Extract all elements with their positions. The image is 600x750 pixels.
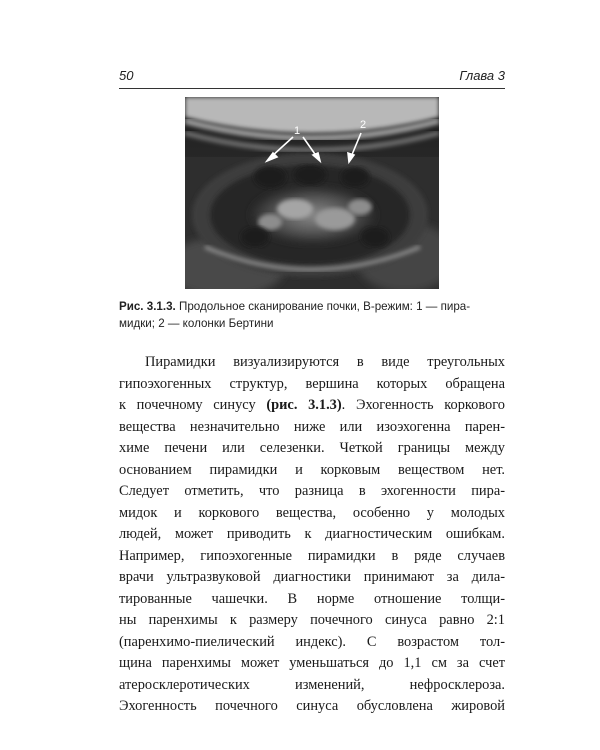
figure-caption	[119, 298, 505, 332]
body-line: Пирамидки визуализируются в виде треугольных	[145, 354, 505, 370]
ultrasound-figure	[185, 97, 439, 289]
body-line: атеросклеротических изменений, нефросклероза.	[119, 676, 505, 693]
body-line-part: . Эхогенность коркового	[341, 397, 505, 413]
body-line: мидок и коркового вещества, особенно у молодых	[119, 504, 505, 521]
body-line: щина паренхимы может уменьшаться до 1,1 см за счет	[119, 655, 505, 671]
caption-label: Рис. 3.1.3.	[119, 300, 176, 313]
arrow-label-1: 1	[294, 125, 301, 137]
caption-text-line2: мидки; 2 — колонки Бертини	[119, 317, 274, 330]
page-number: 50	[119, 68, 134, 83]
body-line: людей, может приводить к диагностическим ошибкам.	[119, 526, 505, 542]
body-line: (паренхимо-пиелический индекс). С возрастом тол-	[119, 633, 505, 650]
chapter-title: Глава 3	[459, 68, 505, 83]
body-line: вещества незначительно ниже или изоэхогенна парен-	[119, 418, 505, 435]
body-paragraph	[119, 352, 505, 718]
figure-reference: (рис. 3.1.3)	[266, 397, 342, 413]
body-line: основанием пирамидки и корковым веществом нет.	[119, 461, 505, 478]
body-line: врачи ультразвуковой диагностики принимают за дила-	[119, 569, 505, 585]
body-line: химе печени или селезенки. Четкой границы между	[119, 440, 505, 456]
body-line-part: к почечному синусу	[119, 397, 267, 413]
ultrasound-image	[185, 97, 439, 289]
page-header	[119, 68, 505, 90]
caption-text-line1: Продольное сканирование почки, В-режим: 1 — пира-	[175, 300, 471, 313]
body-line: Эхогенность почечного синуса обусловлена жировой	[119, 698, 505, 714]
arrow-label-2: 2	[360, 119, 367, 131]
body-line: ны паренхимы к размеру почечного синуса равно 2:1	[119, 612, 505, 628]
body-line: Например, гипоэхогенные пирамидки в ряде случаев	[119, 547, 505, 564]
body-line: гипоэхогенных структур, вершина которых обращена	[119, 375, 505, 392]
body-line: Следует отметить, что разница в эхогенности пира-	[119, 483, 505, 499]
body-line: тированные чашечки. В норме отношение толщи-	[119, 590, 505, 607]
body-line	[119, 395, 505, 417]
header-rule	[119, 88, 505, 89]
